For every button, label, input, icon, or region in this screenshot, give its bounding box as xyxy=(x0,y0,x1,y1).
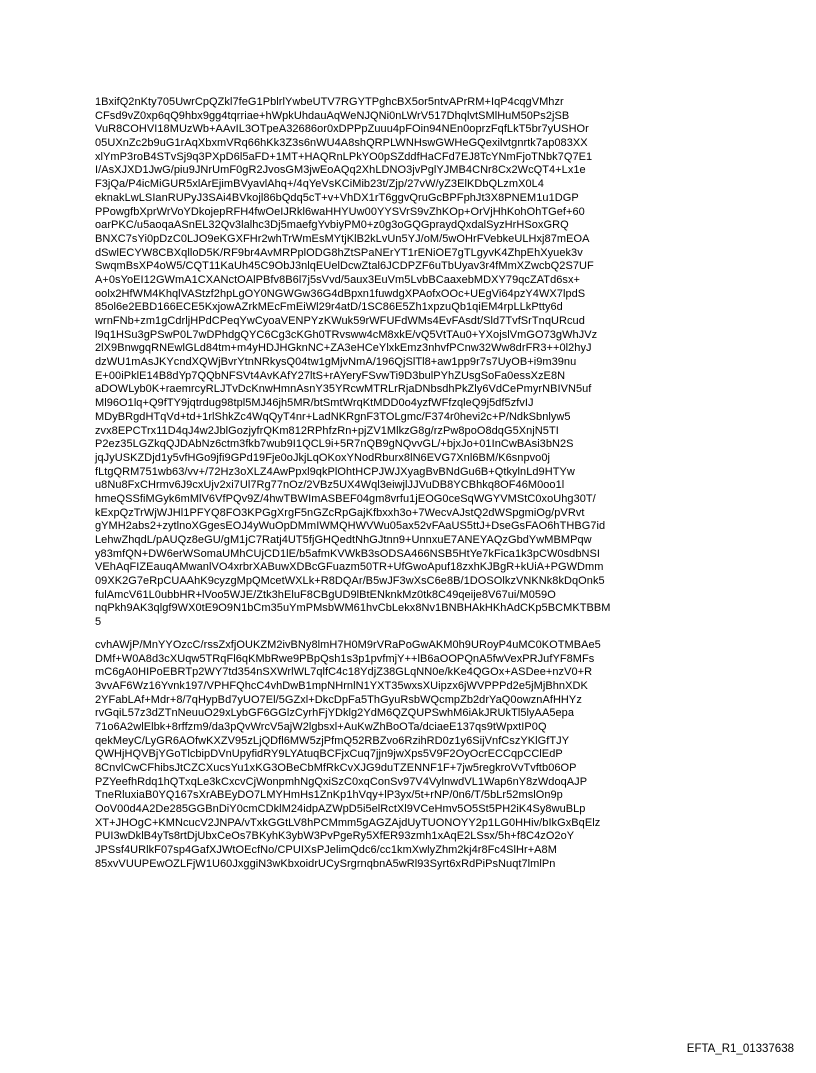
text-line: 09XK2G7eRpCUAAhK9cyzgMpQMcetWXLk+R8DQAr/B5wJF3wXsC6e8B/1DOSOlkzVNKNk8kDqOnk5 xyxy=(95,575,605,588)
text-line: u8Nu8FxCHrmv6J9cxUjv2xi7Ul7Rg77nOz/2VBz5UX4Wql3eiwjlJJVuDB8YCBhkq8OF46M0oo1l xyxy=(95,479,565,492)
text-line: rvGqiL57z3dZTnNeuuO29xLybGF6GGlzCyrhFjYDklg2YdM6QZQUPSwhM6iAkJRUkTl5lyAA5epa xyxy=(95,707,575,720)
text-line: cvhAWjP/MnYYOzcC/rssZxfjOUKZM2ivBNy8lmH7H0M9rVRaPoGwAKM0h9URoyP4uMC0KOTMBAe5 xyxy=(95,638,601,651)
text-line: BNXC7sYi0pDzC0LJO9eKGXFHr2whTrWmEsMYtjKlB2kLvUn5YJ/oM/5wOHrFVebkeULHxj87mEOA xyxy=(95,232,590,245)
text-line: I/AsXJXD1JwG/piu9JNrUmF0gR2JvosGM3jwEoAQq2XhLDNO3jvPglYJMB4CNr8Cx2WcQT4+Lx1e xyxy=(95,164,586,177)
text-line: eknakLwLSIanRUPyJ3SAi4BVkojl86bQdq5cT+v+VhDX1rT6ggvQruGcBPFphJt3X8PNEM1u1DGP xyxy=(95,191,579,204)
text-line: 71o6A2wlElbk+8rffzm9/da3pQvWrcV5ajW2lgbsxl+AuKwZhBoOTa/dciaeE137qs9tWpxtIP0Q xyxy=(95,720,547,733)
text-line: fulAmcV61L0ubbHR+lVoo5WJE/Ztk3hEluF8CBgUD9lBtENknkMz0tk8C49qeije8V67ui/M059O xyxy=(95,588,556,601)
text-line: SwqmBsXP4oW5/CQT11KaUh45C9ObJ3nlqEUelDcwZtal6JCDPZF6uTbUyav3r4fMmXZwcbQ2S7UF xyxy=(95,260,594,273)
text-line: 1BxifQ2nKty705UwrCpQZkl7feG1PblrlYwbeUTV7RGYTPghcBX5or5ntvAPrRM+IqP4cqgVMhzr xyxy=(95,96,564,108)
text-line: y83mfQN+DW6erWSomaUMhCUjCD1lE/b5afmKVWkB3sODSA466NSB5HtYe7kFica1k3pCW0sdbNSI xyxy=(95,547,600,560)
text-line: TneRluxiaB0YQ167sXrABEyDO7LMYHmHs1ZnKp1hVqy+lP3yx/5t+rNP/0n6/T/5bLr52mslOn9p xyxy=(95,789,563,802)
text-line: P2ez35LGZkqQJDAbNz6ctm3fkb7wub9I1QCL9i+5R7nQB9gNQvvGL/+bjxJo+01InCwBAsi3bN2S xyxy=(95,438,574,451)
text-line: nqPkh9AK3qlgf9WX0tE9O9N1bCm35uYmPMsbWM61hvCbLekx8Nv1BNBHAkHKhAdCKp5BCMKTBBM xyxy=(95,602,611,615)
text-line: l9q1HSu3gPSwP0L7wDPhdgQYC6Cg3cKGh0TRvsww4cM8xkE/vQ5VtTAu0+YXojslVmGO73gWhJVz xyxy=(95,328,598,341)
text-line: 3vvAF6Wz16Yvnk197/VPHFQhcC4vhDwB1mpNHrnlN1YXT35wxsXUipzx6jWVPPPd2e5jMjBhnXDK xyxy=(95,679,588,692)
text-line: dzWU1mAsJKYcndXQWjBvrYtnNRkysQ04tw1gMjvNmA/196QjSlTl8+aw1pp9r7s7UyOB+i9m39nu xyxy=(95,356,577,369)
text-line: 85ol6e2EBD166ECE5KxjowAZrkMEcFmEiWl29r4atD/1SC86E5Zh1xpzuQb1qiEM4rpLLkPtty6d xyxy=(95,301,563,314)
text-line: kExpQzTrWjWJHl1PFYQ8FO3KPGgXrgF5nGZcRpGajKfbxxh3o+7WecvAJstQ2dWSpgmiOg/pVRvt xyxy=(95,506,585,519)
paragraph-gap xyxy=(95,630,785,639)
text-line: mC6gA0HIPoEBRTp2WY7td354nSXWrlWL7qlfC4c18YdjZ38GLqNN0e/kKe4QGOx+ASDee+nzV0+R xyxy=(95,666,593,679)
text-line: gYMH2abs2+zytlnoXGgesEOJ4yWuOpDMmIWMQHWVWu05ax52vFAaUS5ttJ+DseGsFAO6hTHBG7id xyxy=(95,520,606,533)
document-reference-number: EFTA_R1_01337638 xyxy=(686,1043,794,1055)
text-line: PPowgfbXprWrVoYDkojepRFH4fwOeIJRkl6waHHYUw00YYSVrS9vZhKOp+OrVjHhKohOhTGef+60 xyxy=(95,205,585,218)
text-line: dSwlECYW8CBXqlloD5K/RF9br4AvMRPplODG8hZtSPaNErYT1rENiOE7gTLgyvK4ZhpEhXyuek3v xyxy=(95,246,583,259)
text-line: 2YFabLAf+Mdr+8/7qHypBd7yUO7El/5GZxl+DkcDpFa5ThGyuRsbWQcmpZb2drYaQ0owznAfHHYz xyxy=(95,693,582,706)
text-line: jqJyUSKZDjd1y5vfHGo9jfi9GPd19Fje0oJkjLqOKoxYNodRburx8lN6EVG7Xnl6BM/K6snpvo0j xyxy=(95,451,551,464)
text-line: 85xvVUUPEwOZLFjW1U60JxggiN3wKbxoidrUCySrgrnqbnA5wRl93Syrt6xRdPiPsNuqt7lmlPn xyxy=(95,857,556,870)
text-line: MDyBRgdHTqVd+td+1rlShkZc4WqQyT4nr+LadNKRgnF3TOLgmc/F374r0hevi2c+P/NdkSbnlyw5 xyxy=(95,410,571,423)
text-line: wrnFNb+zm1gCdrljHPdCPeqYwCyoaVENPYzKWuk59rWFUFdWMs4EvFAsdt/Sld7TvfSrTnqURcud xyxy=(95,315,585,327)
text-line: CFsd9vZ0xp6qQ9hbx9gg4tqrriae+hWpkUhdauAqWeNJQNi0nLWrV517DhqlvtSMlHuM50Ps2jSB xyxy=(95,109,570,122)
text-line: qekMeyC/LyGR6AOfwKXZV95zLjQDfl6MW5zjPfmQ52RBZvo6RzihRD0z1y6SijVnfCszYKlGfTJY xyxy=(95,734,570,747)
text-line: VEhAqFIZEauqAMwanlVO4xrbrXABuwXDBcGFuazm50TR+UfGwoApuf18zxhKJBgR+kUiA+PGWDmm xyxy=(95,561,604,574)
text-line: LehwZhqdL/pAUQz8eGU/gM1jC7Ratj4UT5fjGHQedtNhGJtnn9+UnnxuE7ANEYAQzGbdYwMBMPqw xyxy=(95,534,592,546)
text-line: xlYmP3roB4STvSj9q3PXpD6l5aFD+1MT+HAQRnLPkYO0pSZddfHaCFd7EJ8TcYNmFjoTNbk7Q7E1 xyxy=(95,150,593,163)
text-line: 05UXnZc2b9uG1rAqXbxmVRq66hKk3Z3s6nWU4A8shQRPLWNHswGWHeGQexilvtgnrtk7ap083XX xyxy=(95,137,588,150)
text-line: DMf+W0A8d3cXUqw5TRqFl6qKMbRwe9PBpQsh1s3p1pvfmjY++lB6aOOPQnA5fwVexPRJufYF8MFs xyxy=(95,652,595,665)
text-line: fLtgQRM751wb63/vv+/72Hz3oXLZ4AwPpxl9qkPlOhtHCPJWJXyagBvBNdGu6B+QtkylnLd9HTYw xyxy=(95,465,575,478)
text-line: 5 xyxy=(95,616,102,629)
encoded-text-block xyxy=(95,96,785,872)
text-line: 8CnvlCwCFhibsJtCZCXucsYu1xKG3OBeCbMfRkCvXJG9duTZENNF1F+7jw5regkroVvTvftb06OP xyxy=(95,762,577,774)
text-line: XT+JHOgC+KMNcucV2JNPA/vTxkGGtLV8hPCMmm5gAGZAjdUyTUONOYY2p1LG0HHiv/bIkGxBqElz xyxy=(95,816,601,829)
text-line: JPSsf4URlkF07sp4GafXJWtOEcfNo/CPUIXsPJelimQdc6/cc1kmXwlyZhm2kj4r8Fc4SlHr+A8M xyxy=(95,844,557,857)
text-line: F3jQa/P4icMiGUR5xlArEjimBVyavlAhq+/4qYeVsKCiMib23t/Zjp/27vW/yZ3ElKDbQLzmX0L4 xyxy=(95,178,544,191)
text-line: zvx8EPCTrx11D4qJ4w2JblGozjyfrQKm812RPhfzRn+pjZV1MlkzG8g/rzPw8poO8dqG5XnjN5TI xyxy=(95,424,559,437)
text-line: Ml96O1lq+Q9fTY9jqtrdug98tpl5MJ46jh5MR/btSmtWrqKtMDD0o4yzfWFfzqleQ9j5df5zfvIJ xyxy=(95,397,534,410)
text-line: PZYeefhRdq1hQTxqLe3kCxcvCjWonpmhNgQxiSzC0xqConSv97V4VylnwdVL1Wap6nY8zWdoqAJP xyxy=(95,775,588,788)
text-line: OoV00d4A2De285GGBnDiY0cmCDklM24idpAZWpD5i5elRctXl9VCeHmv5O5St5PH2iK4Sy8wuBLp xyxy=(95,803,586,816)
text-line: A+0sYoEI12GWmA1CXANctOAlPBfv8B6l7j5sVvd/5aux3EuVm5LvbBCaaxebMDXY79qcZATd6sx+ xyxy=(95,273,580,286)
text-line: QWHjHQVBjYGoTlcbipDVnUpyfidRY9LYAtuqBCFjxCuq7jjn9jwXps5V9F2OyOcrECCqpCClEdP xyxy=(95,748,563,761)
text-line: E+00iPklE14B8dYp7QQbNFSVt4AvKAfY27ltS+rAYeryFSvwTi9D3bulPYhZUsgSoFa0essXzE8N xyxy=(95,369,566,382)
text-line: VuR8COHVI18MUzWb+AAvIL3OTpeA32686or0xDPPpZuuu4pFOin94NEn0oprzFqfLkT5br7yUSHOr xyxy=(95,123,589,136)
text-line: oolx2HfWM4KhqlVAStzf2hpLgOY0NGWGw36G4dBpxn1fuwdgXPAofxOOc+UEgVi64pzY4WX7lpdS xyxy=(95,287,586,300)
text-line: PUI3wDklB4yTs8rtDjUbxCeOs7BKyhK3ybW3PvPgeRy5XfER93zmh1xAqE2LSsx/5h+f8C4zO2oY xyxy=(95,830,575,843)
text-line: aDOWLyb0K+raemrcyRLJTvDcKnwHmnAsnY35YRcwMTRLrRjaDNbsdhPkZly6VdCePmyrNBIVN5uf xyxy=(95,383,592,396)
text-line: hmeQSSfiMGyk6mMlV6VfPQv9Z/4hwTBWImASBEF04gm8vrfu1jEOG0ceSqWGYVMStC0xoUhg30T/ xyxy=(95,492,596,505)
text-line: oarPKC/u5aoqaASnEL32Qv3lalhc3Dj5maefgYvbiyPM0+z0g3oGQGpraydQxdalSyzHrHSoxGRQ xyxy=(95,219,569,232)
text-line: 2lX9BnwgqRNEwlGLd84tm+m4yHDJHGknNC+ZA3eHCeYlxkEmz3nhvfPCnw32Ww8drFR3++0l2hyJ xyxy=(95,342,592,355)
